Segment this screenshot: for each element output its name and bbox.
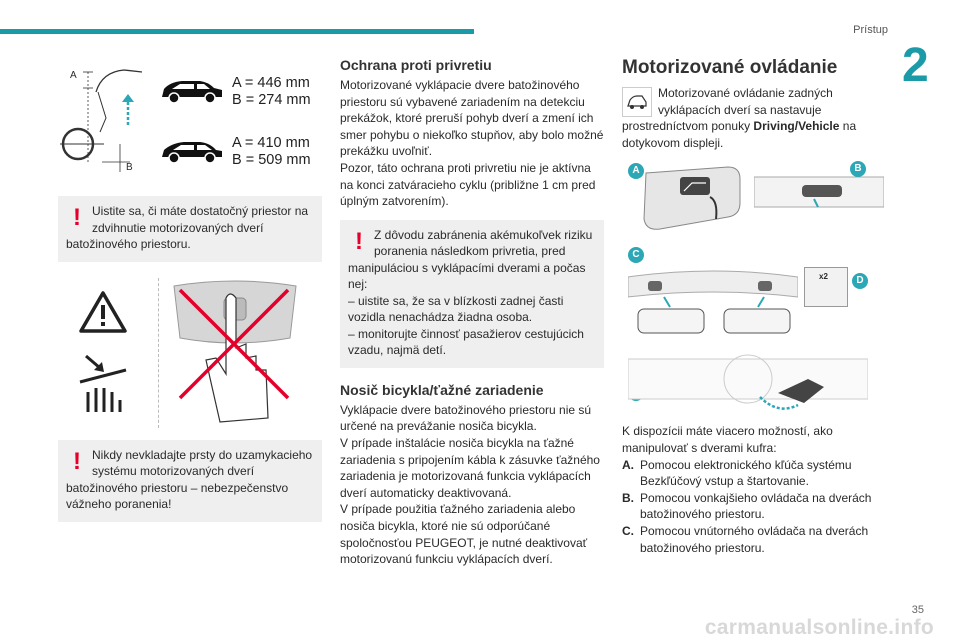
list-item: A. Pomocou elektronického kľúča systému Bezkľúčový vstup a štartovanie. <box>622 457 852 489</box>
paragraph-anti-pinch-2: Pozor, táto ochrana proti privretiu nie je aktívna na konci zatváracieho cyklu (približne 1 cm pred úplným zatvorením). <box>340 160 596 209</box>
heading-motorized-control: Motorizované ovládanie <box>622 57 838 78</box>
options-list <box>622 457 884 557</box>
dim-a-estate: A = 410 mm <box>232 135 310 151</box>
section-label: Prístup <box>853 24 888 36</box>
controls-figure <box>622 161 884 423</box>
hand-pinch-icon <box>76 352 132 414</box>
warning-box-anti-pinch <box>340 220 604 368</box>
figure-marker: D <box>852 273 868 289</box>
warning-text: Z dôvodu zabránenia akémukoľvek riziku poranenia následkom privretia, pred manipuláciou s vyklápacími dverami a počas nej: <box>348 227 593 292</box>
key-fob-icon <box>636 163 756 243</box>
warning-text: Uistite sa, či máte dostatočný priestor na zdvihnutie motorizovaných dverí batožinového priestoru. <box>66 204 309 251</box>
warning-icon: ! <box>73 447 81 475</box>
page-number: 35 <box>911 604 924 616</box>
fig-label-b: B <box>126 162 133 173</box>
warning-box-fingers <box>58 440 322 522</box>
warning-box-clearance <box>58 196 322 262</box>
figure-marker: C <box>628 247 644 263</box>
paragraph-anti-pinch: Motorizované vyklápacie dvere batožinového priestoru sú vybavené zariadením na detekciu prekážok, ktoré preruší pohyb dverí a zmení ich smer pohybu o niekoľko stupňov, aby bolo možné prekážku uvoľniť. <box>340 78 604 159</box>
rear-switch-box <box>804 267 848 307</box>
menu-name: Driving/Vehicle <box>753 119 840 134</box>
figure-marker: B <box>850 161 866 177</box>
figure-marker: A <box>628 163 644 179</box>
watermark-text: carmanualsonline.info <box>704 616 934 639</box>
interior-switches-illustration <box>628 267 798 337</box>
car-silhouette-icon <box>160 138 224 164</box>
dimensions-suv <box>232 75 311 109</box>
dim-b-suv: B = 274 mm <box>232 92 311 108</box>
warning-text: – uistite sa, že sa v blízkosti zadnej časti vozidla nenachádza žiadna osoba. <box>348 293 564 325</box>
car-silhouette-icon <box>160 78 224 104</box>
paragraph-bike-1: Vyklápacie dvere batožinového priestoru nie sú určené na prevážanie nosiča bicykla. <box>340 402 592 434</box>
exterior-switch-illustration <box>754 167 884 219</box>
paragraph-bike-2: V prípade inštalácie nosiča bicykla na ťažné zariadenia s pripojením kábla k zásuvke ťažného zariadenia je motorizovaná funkcia vyklápacích dverí automaticky deaktivovaná. <box>340 435 600 500</box>
paragraph-bike-3: V prípade použitia ťažného zariadenia alebo nosiča bicykla, ktoré nie sú odporúčané spoločnosťou PEUGEOT, je nutné deaktivovať motorizovanú funkciu vyklápacích dverí. <box>340 502 588 567</box>
dim-b-estate: B = 509 mm <box>232 152 311 168</box>
warning-text: – monitorujte činnosť pasažierov cestujúcich vzadu, najmä detí. <box>348 326 584 358</box>
column-2 <box>340 57 604 568</box>
warning-icon: ! <box>355 227 363 255</box>
warning-triangle-icon <box>78 290 128 334</box>
list-item: B. Pomocou vonkajšieho ovládača na dverách batožinového priestoru. <box>622 490 872 522</box>
foot-sensor-illustration <box>628 349 868 419</box>
heading-anti-pinch: Ochrana proti privretiu <box>340 57 492 73</box>
tailgate-icon <box>622 87 652 117</box>
paragraph-options: K dispozícii máte viacero možností, ako manipulovať s dverami kufra: <box>622 424 833 455</box>
header-accent-bar <box>0 29 474 34</box>
pinch-warning-figure <box>58 272 322 432</box>
chapter-number: 2 <box>902 39 929 92</box>
heading-bike-carrier: Nosič bicykla/ťažné zariadenie <box>340 381 544 398</box>
figure-divider <box>158 278 159 428</box>
press-twice-label: x2 <box>819 272 828 282</box>
column-1 <box>58 62 322 522</box>
intro-block <box>622 85 884 151</box>
clearance-figure <box>58 62 322 174</box>
warning-icon: ! <box>73 204 81 231</box>
fig-label-a: A <box>70 70 77 81</box>
paragraph-intro: Motorizované ovládanie zadných vyklápacích dverí sa nastavuje prostredníctvom ponuky Driving/Vehicle na dotykovom displeji. <box>622 86 857 150</box>
dim-a-suv: A = 446 mm <box>232 75 310 91</box>
dimensions-estate <box>232 135 311 169</box>
finger-in-lock-illustration <box>170 278 300 428</box>
list-item: C. Pomocou vnútorného ovládača na dverách batožinového priestoru. <box>622 523 869 555</box>
warning-text: Nikdy nevkladajte prsty do uzamykacieho systému motorizovaných dverí batožinového priestoru – nebezpečenstvo vážneho poranenia! <box>66 447 313 511</box>
column-3 <box>622 57 884 556</box>
